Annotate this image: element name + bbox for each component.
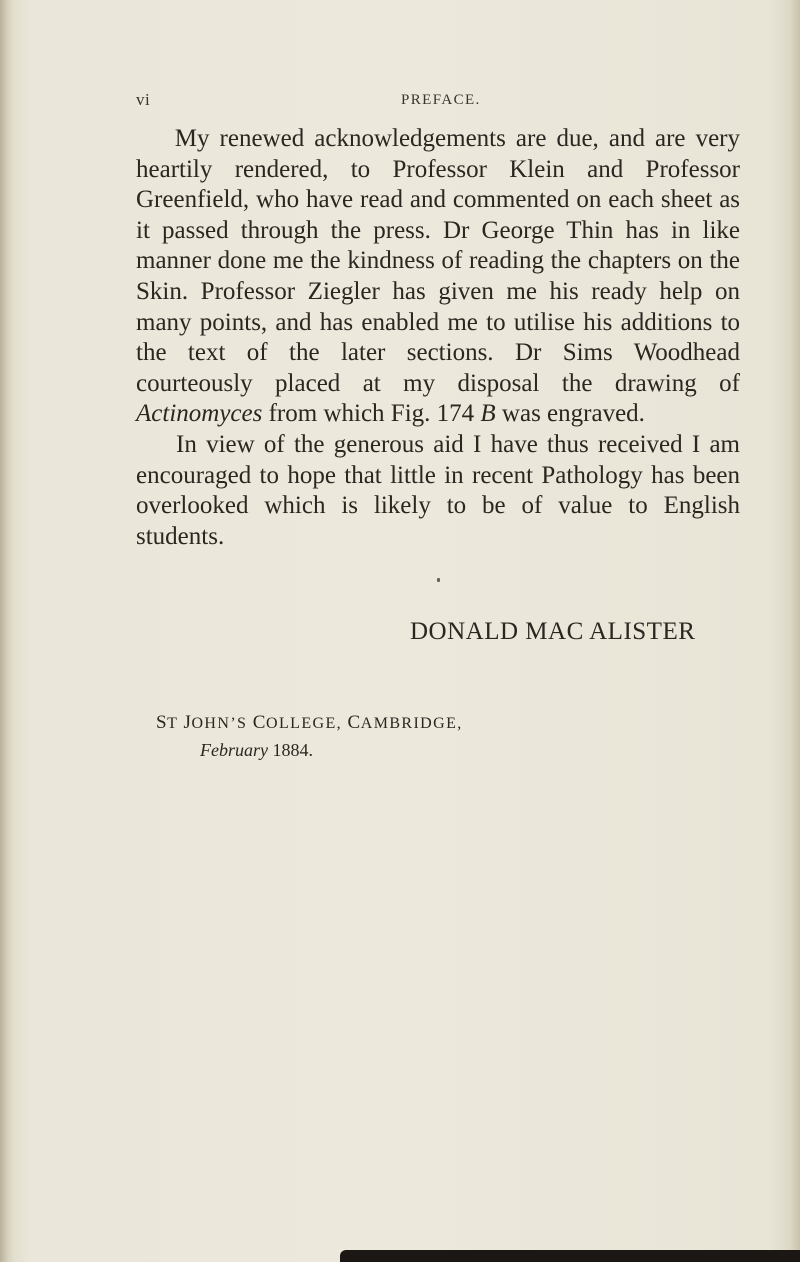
paragraph-hope bbox=[136, 430, 740, 552]
figure-letter-italic: B bbox=[480, 400, 496, 428]
text-line: heartily rendered, to Professor Klein and Professor bbox=[136, 155, 740, 183]
place-part: OHN’S bbox=[191, 715, 253, 732]
paragraph-acknowledgements bbox=[136, 124, 740, 430]
text-line: like manner done me the kindness of reading the chapters bbox=[136, 216, 741, 275]
text-fragment: was engraved. bbox=[495, 400, 645, 428]
running-head bbox=[136, 90, 696, 112]
place-part: C bbox=[252, 712, 267, 733]
text-line: Greenfield, who have read and commented on each sheet bbox=[136, 186, 713, 214]
text-line: additions to the text of the later sections. Dr Sims bbox=[136, 308, 741, 367]
page-edge-left bbox=[0, 0, 14, 1262]
running-title: PREFACE. bbox=[401, 92, 481, 108]
text-line: My renewed acknowledgements are due, and are very bbox=[174, 125, 740, 152]
place-part: S bbox=[156, 712, 168, 733]
author-signature: DONALD MAC ALISTER bbox=[410, 618, 696, 645]
date-year: 1884. bbox=[267, 740, 313, 760]
place-part: OLLEGE, bbox=[266, 715, 348, 732]
place-part: C bbox=[347, 712, 361, 733]
text-line: been overlooked which is likely to be of value to English bbox=[136, 461, 741, 520]
book-binding-shadow bbox=[340, 1250, 800, 1262]
signature-date bbox=[200, 740, 313, 761]
date-month: February bbox=[200, 740, 268, 760]
preface-body bbox=[136, 124, 740, 552]
ink-speck bbox=[437, 578, 440, 582]
place-part: T bbox=[167, 715, 184, 732]
page-number: vi bbox=[136, 90, 151, 109]
text-line: encouraged to hope that little in recent Pathology has bbox=[136, 461, 685, 489]
text-line: Woodhead courteously placed at my disposal the drawing bbox=[136, 339, 740, 397]
page-edge-right bbox=[790, 0, 800, 1262]
text-fragment: of bbox=[719, 369, 740, 397]
text-line: In view of the generous aid I have thus received I am bbox=[176, 430, 740, 458]
place-part: J bbox=[183, 712, 192, 733]
genus-name-italic: Actinomyces bbox=[136, 400, 263, 428]
text-line: students. bbox=[136, 522, 225, 550]
text-line: help on many points, and has enabled me to utilise his bbox=[136, 277, 741, 336]
signature-place bbox=[156, 712, 463, 734]
text-fragment: from which Fig. 174 bbox=[262, 400, 481, 428]
text-line: as it passed through the press. Dr George Thin has in bbox=[136, 186, 741, 244]
text-line: on the Skin. Professor Ziegler has given me his ready bbox=[136, 247, 741, 305]
place-part: AMBRIDGE, bbox=[360, 715, 463, 732]
